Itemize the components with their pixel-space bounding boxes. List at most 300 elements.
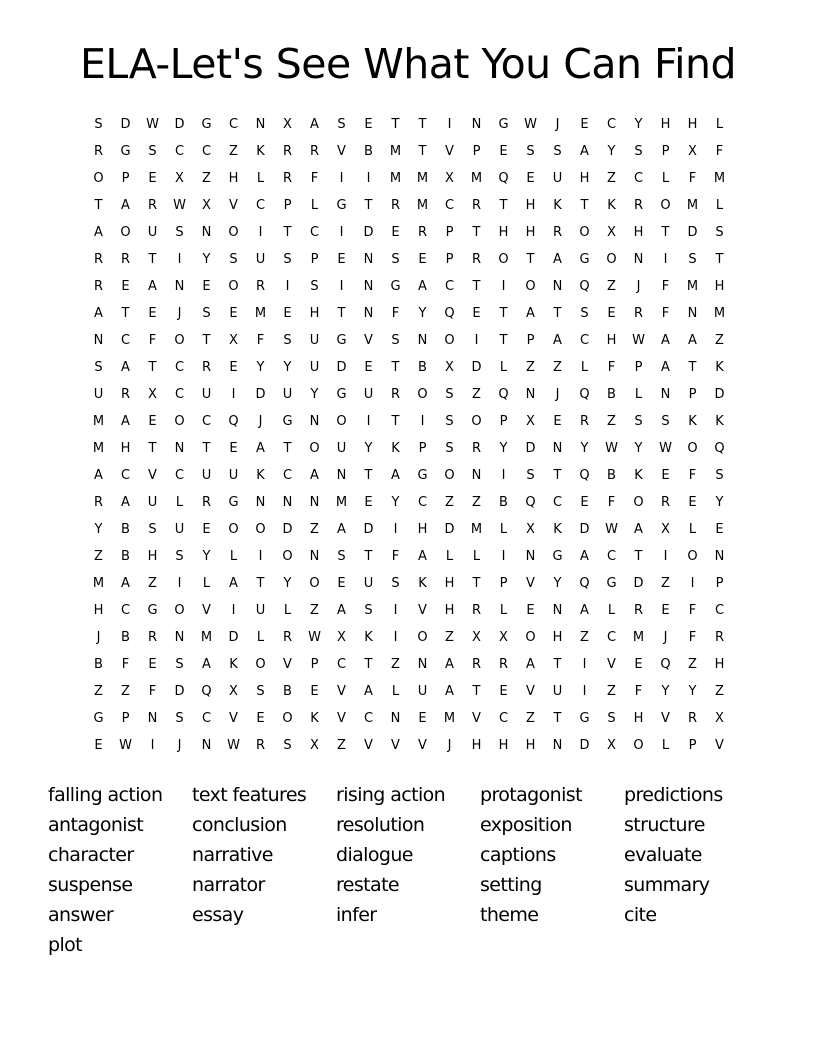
grid-letter: I xyxy=(150,738,155,753)
grid-letter: S xyxy=(634,144,643,159)
grid-letter: C xyxy=(120,333,131,348)
grid-letter: T xyxy=(364,198,373,213)
grid-letter: E xyxy=(364,495,373,510)
grid-letter: S xyxy=(391,252,400,267)
grid-letter: V xyxy=(391,738,400,753)
grid-letter: T xyxy=(526,252,535,267)
grid-letter: G xyxy=(201,117,212,132)
grid-letter: C xyxy=(282,468,293,483)
grid-letter: M xyxy=(713,306,726,321)
grid-letter: E xyxy=(364,360,373,375)
word-list-item: conclusion xyxy=(192,814,287,836)
word-list-row xyxy=(48,810,788,840)
grid-letter: F xyxy=(391,549,400,564)
grid-letter: W xyxy=(308,630,321,645)
grid-letter: O xyxy=(579,225,590,240)
grid-letter: X xyxy=(688,144,697,159)
grid-letter: F xyxy=(148,333,157,348)
grid-letter: A xyxy=(661,360,670,375)
grid-letter: V xyxy=(229,711,238,726)
grid-letter: Z xyxy=(661,576,670,591)
grid-letter: S xyxy=(202,306,211,321)
grid-letter: V xyxy=(526,684,535,699)
grid-letter: G xyxy=(336,333,347,348)
grid-letter: K xyxy=(364,630,373,645)
grid-letter: S xyxy=(391,333,400,348)
grid-letter: C xyxy=(714,603,725,618)
grid-letter: W xyxy=(146,117,159,132)
grid-letter: W xyxy=(173,198,186,213)
grid-letter: A xyxy=(256,441,265,456)
grid-letter: R xyxy=(471,603,482,618)
grid-letter: L xyxy=(499,522,508,537)
word-list-row xyxy=(48,840,788,870)
grid-letter: R xyxy=(93,279,104,294)
grid-letter: S xyxy=(148,144,157,159)
grid-row xyxy=(85,735,733,762)
grid-letter: P xyxy=(499,414,508,429)
word-list-item: answer xyxy=(48,904,114,926)
grid-letter: Z xyxy=(472,495,481,510)
grid-letter: Z xyxy=(553,360,562,375)
grid-letter: S xyxy=(580,306,589,321)
grid-letter: W xyxy=(227,738,240,753)
grid-letter: R xyxy=(147,198,158,213)
grid-letter: F xyxy=(607,360,616,375)
grid-letter: O xyxy=(525,630,536,645)
grid-letter: X xyxy=(148,387,157,402)
grid-letter: T xyxy=(472,225,481,240)
grid-letter: G xyxy=(228,495,239,510)
grid-letter: T xyxy=(499,306,508,321)
grid-letter: T xyxy=(202,333,211,348)
grid-letter: L xyxy=(175,495,184,510)
grid-letter: J xyxy=(555,117,560,132)
grid-letter: S xyxy=(94,360,103,375)
grid-letter: H xyxy=(633,711,644,726)
grid-letter: V xyxy=(364,333,373,348)
word-list-item: cite xyxy=(624,904,657,926)
grid-letter: Z xyxy=(310,522,319,537)
grid-letter: H xyxy=(417,522,428,537)
grid-letter: Y xyxy=(715,495,724,510)
grid-letter: O xyxy=(309,576,320,591)
grid-letter: S xyxy=(175,657,184,672)
grid-letter: A xyxy=(121,495,130,510)
grid-letter: Z xyxy=(391,657,400,672)
grid-letter: Y xyxy=(661,684,670,699)
grid-letter: I xyxy=(339,171,344,186)
grid-letter: Y xyxy=(499,441,508,456)
grid-letter: Z xyxy=(715,684,724,699)
grid-letter: H xyxy=(633,225,644,240)
grid-letter: A xyxy=(121,360,130,375)
grid-letter: C xyxy=(201,414,212,429)
grid-letter: A xyxy=(418,279,427,294)
grid-letter: U xyxy=(309,333,320,348)
grid-letter: H xyxy=(687,117,698,132)
grid-letter: Q xyxy=(498,171,509,186)
grid-letter: M xyxy=(92,576,105,591)
grid-letter: M xyxy=(335,495,348,510)
word-list-row xyxy=(48,780,788,810)
grid-letter: X xyxy=(175,171,184,186)
grid-letter: E xyxy=(580,117,589,132)
grid-letter: Y xyxy=(553,576,562,591)
grid-letter: C xyxy=(444,279,455,294)
grid-letter: A xyxy=(445,657,454,672)
grid-letter: O xyxy=(498,252,509,267)
grid-letter: C xyxy=(606,117,617,132)
grid-letter: H xyxy=(228,171,239,186)
grid-letter: E xyxy=(472,306,481,321)
grid-letter: X xyxy=(310,738,319,753)
grid-letter: L xyxy=(445,549,454,564)
grid-letter: R xyxy=(714,630,725,645)
grid-letter: S xyxy=(283,738,292,753)
grid-letter: R xyxy=(498,657,509,672)
grid-letter: G xyxy=(579,252,590,267)
grid-letter: U xyxy=(228,468,239,483)
grid-letter: S xyxy=(553,144,562,159)
grid-letter: C xyxy=(417,495,428,510)
grid-row xyxy=(85,249,733,276)
grid-letter: H xyxy=(525,198,536,213)
grid-letter: N xyxy=(471,117,482,132)
grid-letter: Z xyxy=(229,144,238,159)
grid-letter: I xyxy=(339,279,344,294)
grid-letter: B xyxy=(499,495,508,510)
grid-letter: R xyxy=(93,495,104,510)
grid-letter: T xyxy=(499,333,508,348)
grid-letter: I xyxy=(258,549,263,564)
grid-letter: H xyxy=(471,738,482,753)
grid-letter: Q xyxy=(579,468,590,483)
grid-letter: S xyxy=(445,387,454,402)
grid-letter: V xyxy=(229,198,238,213)
grid-letter: W xyxy=(119,738,132,753)
grid-letter: A xyxy=(94,225,103,240)
grid-letter: O xyxy=(660,198,671,213)
grid-letter: Z xyxy=(472,387,481,402)
grid-letter: G xyxy=(498,117,509,132)
grid-letter: A xyxy=(121,198,130,213)
grid-letter: P xyxy=(445,225,454,240)
word-list-item: plot xyxy=(48,934,83,956)
grid-letter: W xyxy=(524,117,537,132)
grid-letter: E xyxy=(418,252,427,267)
grid-letter: Y xyxy=(607,144,616,159)
grid-letter: V xyxy=(337,711,346,726)
grid-letter: Z xyxy=(337,738,346,753)
grid-letter: T xyxy=(553,468,562,483)
grid-letter: J xyxy=(636,279,641,294)
grid-letter: E xyxy=(580,495,589,510)
grid-letter: P xyxy=(715,576,724,591)
grid-letter: N xyxy=(714,549,725,564)
grid-letter: K xyxy=(715,414,724,429)
grid-letter: Y xyxy=(256,360,265,375)
grid-letter: P xyxy=(310,657,319,672)
grid-letter: F xyxy=(148,684,157,699)
grid-letter: E xyxy=(256,711,265,726)
word-list-row xyxy=(48,900,788,930)
grid-letter: D xyxy=(714,387,725,402)
grid-letter: N xyxy=(660,387,671,402)
grid-letter: S xyxy=(94,117,103,132)
grid-letter: N xyxy=(282,495,293,510)
grid-letter: Y xyxy=(283,360,292,375)
word-list-item: predictions xyxy=(624,784,723,806)
grid-letter: O xyxy=(444,333,455,348)
grid-letter: M xyxy=(632,630,645,645)
grid-letter: B xyxy=(364,144,373,159)
grid-letter: Z xyxy=(607,414,616,429)
grid-letter: S xyxy=(715,468,724,483)
grid-letter: D xyxy=(363,225,374,240)
grid-row xyxy=(85,141,733,168)
grid-letter: O xyxy=(336,414,347,429)
grid-letter: O xyxy=(417,387,428,402)
grid-letter: A xyxy=(418,549,427,564)
grid-letter: M xyxy=(470,522,483,537)
grid-letter: Y xyxy=(310,387,319,402)
grid-letter: N xyxy=(93,333,104,348)
grid-letter: Q xyxy=(579,576,590,591)
grid-letter: C xyxy=(498,711,509,726)
grid-letter: R xyxy=(471,657,482,672)
grid-letter: X xyxy=(607,738,616,753)
grid-letter: T xyxy=(337,306,346,321)
grid-letter: L xyxy=(661,738,670,753)
grid-letter: H xyxy=(714,657,725,672)
grid-letter: Z xyxy=(310,603,319,618)
grid-letter: B xyxy=(121,522,130,537)
grid-letter: H xyxy=(120,441,131,456)
grid-letter: P xyxy=(499,576,508,591)
grid-letter: W xyxy=(632,333,645,348)
word-list-item: theme xyxy=(480,904,539,926)
grid-letter: M xyxy=(416,171,429,186)
grid-row xyxy=(85,330,733,357)
grid-letter: Q xyxy=(201,684,212,699)
grid-letter: M xyxy=(713,171,726,186)
grid-letter: M xyxy=(92,414,105,429)
grid-letter: U xyxy=(309,360,320,375)
grid-letter: A xyxy=(526,657,535,672)
grid-letter: A xyxy=(148,279,157,294)
grid-letter: U xyxy=(282,387,293,402)
grid-letter: T xyxy=(553,711,562,726)
grid-letter: T xyxy=(418,117,427,132)
grid-letter: U xyxy=(93,387,104,402)
grid-letter: N xyxy=(147,711,158,726)
grid-letter: L xyxy=(634,387,643,402)
grid-letter: C xyxy=(201,144,212,159)
word-list-item: suspense xyxy=(48,874,133,896)
grid-letter: V xyxy=(364,738,373,753)
grid-letter: O xyxy=(633,738,644,753)
grid-letter: O xyxy=(309,441,320,456)
grid-row xyxy=(85,303,733,330)
grid-letter: S xyxy=(283,252,292,267)
grid-letter: I xyxy=(231,387,236,402)
grid-letter: H xyxy=(606,333,617,348)
grid-letter: S xyxy=(445,414,454,429)
grid-letter: N xyxy=(363,252,374,267)
grid-letter: R xyxy=(633,306,644,321)
grid-letter: R xyxy=(282,144,293,159)
grid-letter: I xyxy=(177,252,182,267)
grid-letter: R xyxy=(255,279,266,294)
grid-letter: C xyxy=(444,198,455,213)
grid-letter: I xyxy=(501,468,506,483)
grid-letter: M xyxy=(254,306,267,321)
grid-letter: D xyxy=(525,441,536,456)
grid-letter: N xyxy=(201,225,212,240)
grid-letter: E xyxy=(337,576,346,591)
grid-row xyxy=(85,654,733,681)
grid-letter: W xyxy=(659,441,672,456)
grid-letter: U xyxy=(255,603,266,618)
grid-letter: M xyxy=(416,198,429,213)
grid-letter: P xyxy=(121,171,130,186)
grid-letter: F xyxy=(121,657,130,672)
grid-letter: G xyxy=(336,198,347,213)
grid-row xyxy=(85,357,733,384)
grid-letter: U xyxy=(417,684,428,699)
grid-letter: D xyxy=(282,522,293,537)
grid-letter: A xyxy=(121,576,130,591)
grid-letter: S xyxy=(148,522,157,537)
grid-letter: H xyxy=(444,603,455,618)
word-list-item: text features xyxy=(192,784,307,806)
grid-letter: I xyxy=(420,414,425,429)
grid-letter: J xyxy=(96,630,101,645)
grid-letter: Z xyxy=(580,630,589,645)
grid-letter: A xyxy=(553,252,562,267)
grid-letter: Z xyxy=(121,684,130,699)
word-list-item: rising action xyxy=(336,784,446,806)
grid-letter: F xyxy=(688,468,697,483)
grid-letter: I xyxy=(231,603,236,618)
grid-letter: E xyxy=(715,522,724,537)
grid-letter: R xyxy=(633,198,644,213)
grid-letter: I xyxy=(177,576,182,591)
grid-letter: Z xyxy=(526,360,535,375)
grid-letter: Y xyxy=(364,441,373,456)
grid-letter: A xyxy=(661,333,670,348)
word-list-row xyxy=(48,870,788,900)
grid-letter: C xyxy=(174,387,185,402)
grid-letter: X xyxy=(202,198,211,213)
grid-letter: T xyxy=(418,144,427,159)
grid-letter: Y xyxy=(634,441,643,456)
grid-letter: A xyxy=(337,522,346,537)
grid-row xyxy=(85,168,733,195)
grid-letter: X xyxy=(661,522,670,537)
grid-letter: N xyxy=(174,441,185,456)
word-list-item: antagonist xyxy=(48,814,144,836)
grid-letter: D xyxy=(120,117,131,132)
grid-letter: N xyxy=(687,306,698,321)
grid-letter: C xyxy=(606,630,617,645)
grid-letter: C xyxy=(174,144,185,159)
grid-letter: U xyxy=(147,225,158,240)
grid-letter: N xyxy=(525,387,536,402)
grid-letter: S xyxy=(175,549,184,564)
grid-letter: D xyxy=(174,117,185,132)
grid-letter: Z xyxy=(202,171,211,186)
grid-letter: I xyxy=(582,657,587,672)
grid-letter: U xyxy=(255,252,266,267)
grid-letter: U xyxy=(336,441,347,456)
grid-letter: I xyxy=(339,225,344,240)
grid-letter: N xyxy=(309,414,320,429)
grid-letter: Z xyxy=(688,657,697,672)
grid-letter: R xyxy=(417,225,428,240)
grid-row xyxy=(85,114,733,141)
grid-letter: E xyxy=(553,414,562,429)
grid-letter: N xyxy=(552,603,563,618)
grid-letter: T xyxy=(364,657,373,672)
grid-letter: S xyxy=(715,225,724,240)
word-list-item: falling action xyxy=(48,784,163,806)
grid-letter: S xyxy=(337,549,346,564)
grid-letter: T xyxy=(364,549,373,564)
grid-letter: E xyxy=(661,603,670,618)
grid-row xyxy=(85,573,733,600)
grid-letter: T xyxy=(499,198,508,213)
page-title: ELA-Let's See What You Can Find xyxy=(80,40,736,88)
grid-letter: C xyxy=(336,657,347,672)
grid-letter: T xyxy=(148,360,157,375)
grid-letter: V xyxy=(607,657,616,672)
grid-letter: U xyxy=(363,576,374,591)
grid-letter: O xyxy=(525,279,536,294)
grid-letter: L xyxy=(391,684,400,699)
grid-letter: R xyxy=(93,252,104,267)
grid-letter: B xyxy=(121,549,130,564)
grid-letter: H xyxy=(660,117,671,132)
grid-letter: N xyxy=(255,117,266,132)
grid-letter: Q xyxy=(228,414,239,429)
grid-letter: M xyxy=(389,171,402,186)
grid-letter: L xyxy=(283,603,292,618)
grid-letter: R xyxy=(147,630,158,645)
grid-letter: Y xyxy=(391,495,400,510)
grid-letter: T xyxy=(121,306,130,321)
grid-letter: P xyxy=(472,144,481,159)
grid-letter: B xyxy=(94,657,103,672)
grid-letter: Z xyxy=(94,549,103,564)
grid-letter: O xyxy=(228,225,239,240)
grid-letter: O xyxy=(444,468,455,483)
grid-letter: V xyxy=(202,603,211,618)
grid-letter: R xyxy=(471,252,482,267)
grid-letter: L xyxy=(310,198,319,213)
grid-letter: L xyxy=(202,576,211,591)
grid-letter: G xyxy=(552,549,563,564)
grid-letter: D xyxy=(579,522,590,537)
grid-letter: T xyxy=(661,225,670,240)
grid-letter: N xyxy=(174,630,185,645)
grid-letter: V xyxy=(337,684,346,699)
grid-letter: B xyxy=(283,684,292,699)
grid-letter: X xyxy=(229,684,238,699)
grid-letter: C xyxy=(633,171,644,186)
grid-letter: O xyxy=(255,522,266,537)
